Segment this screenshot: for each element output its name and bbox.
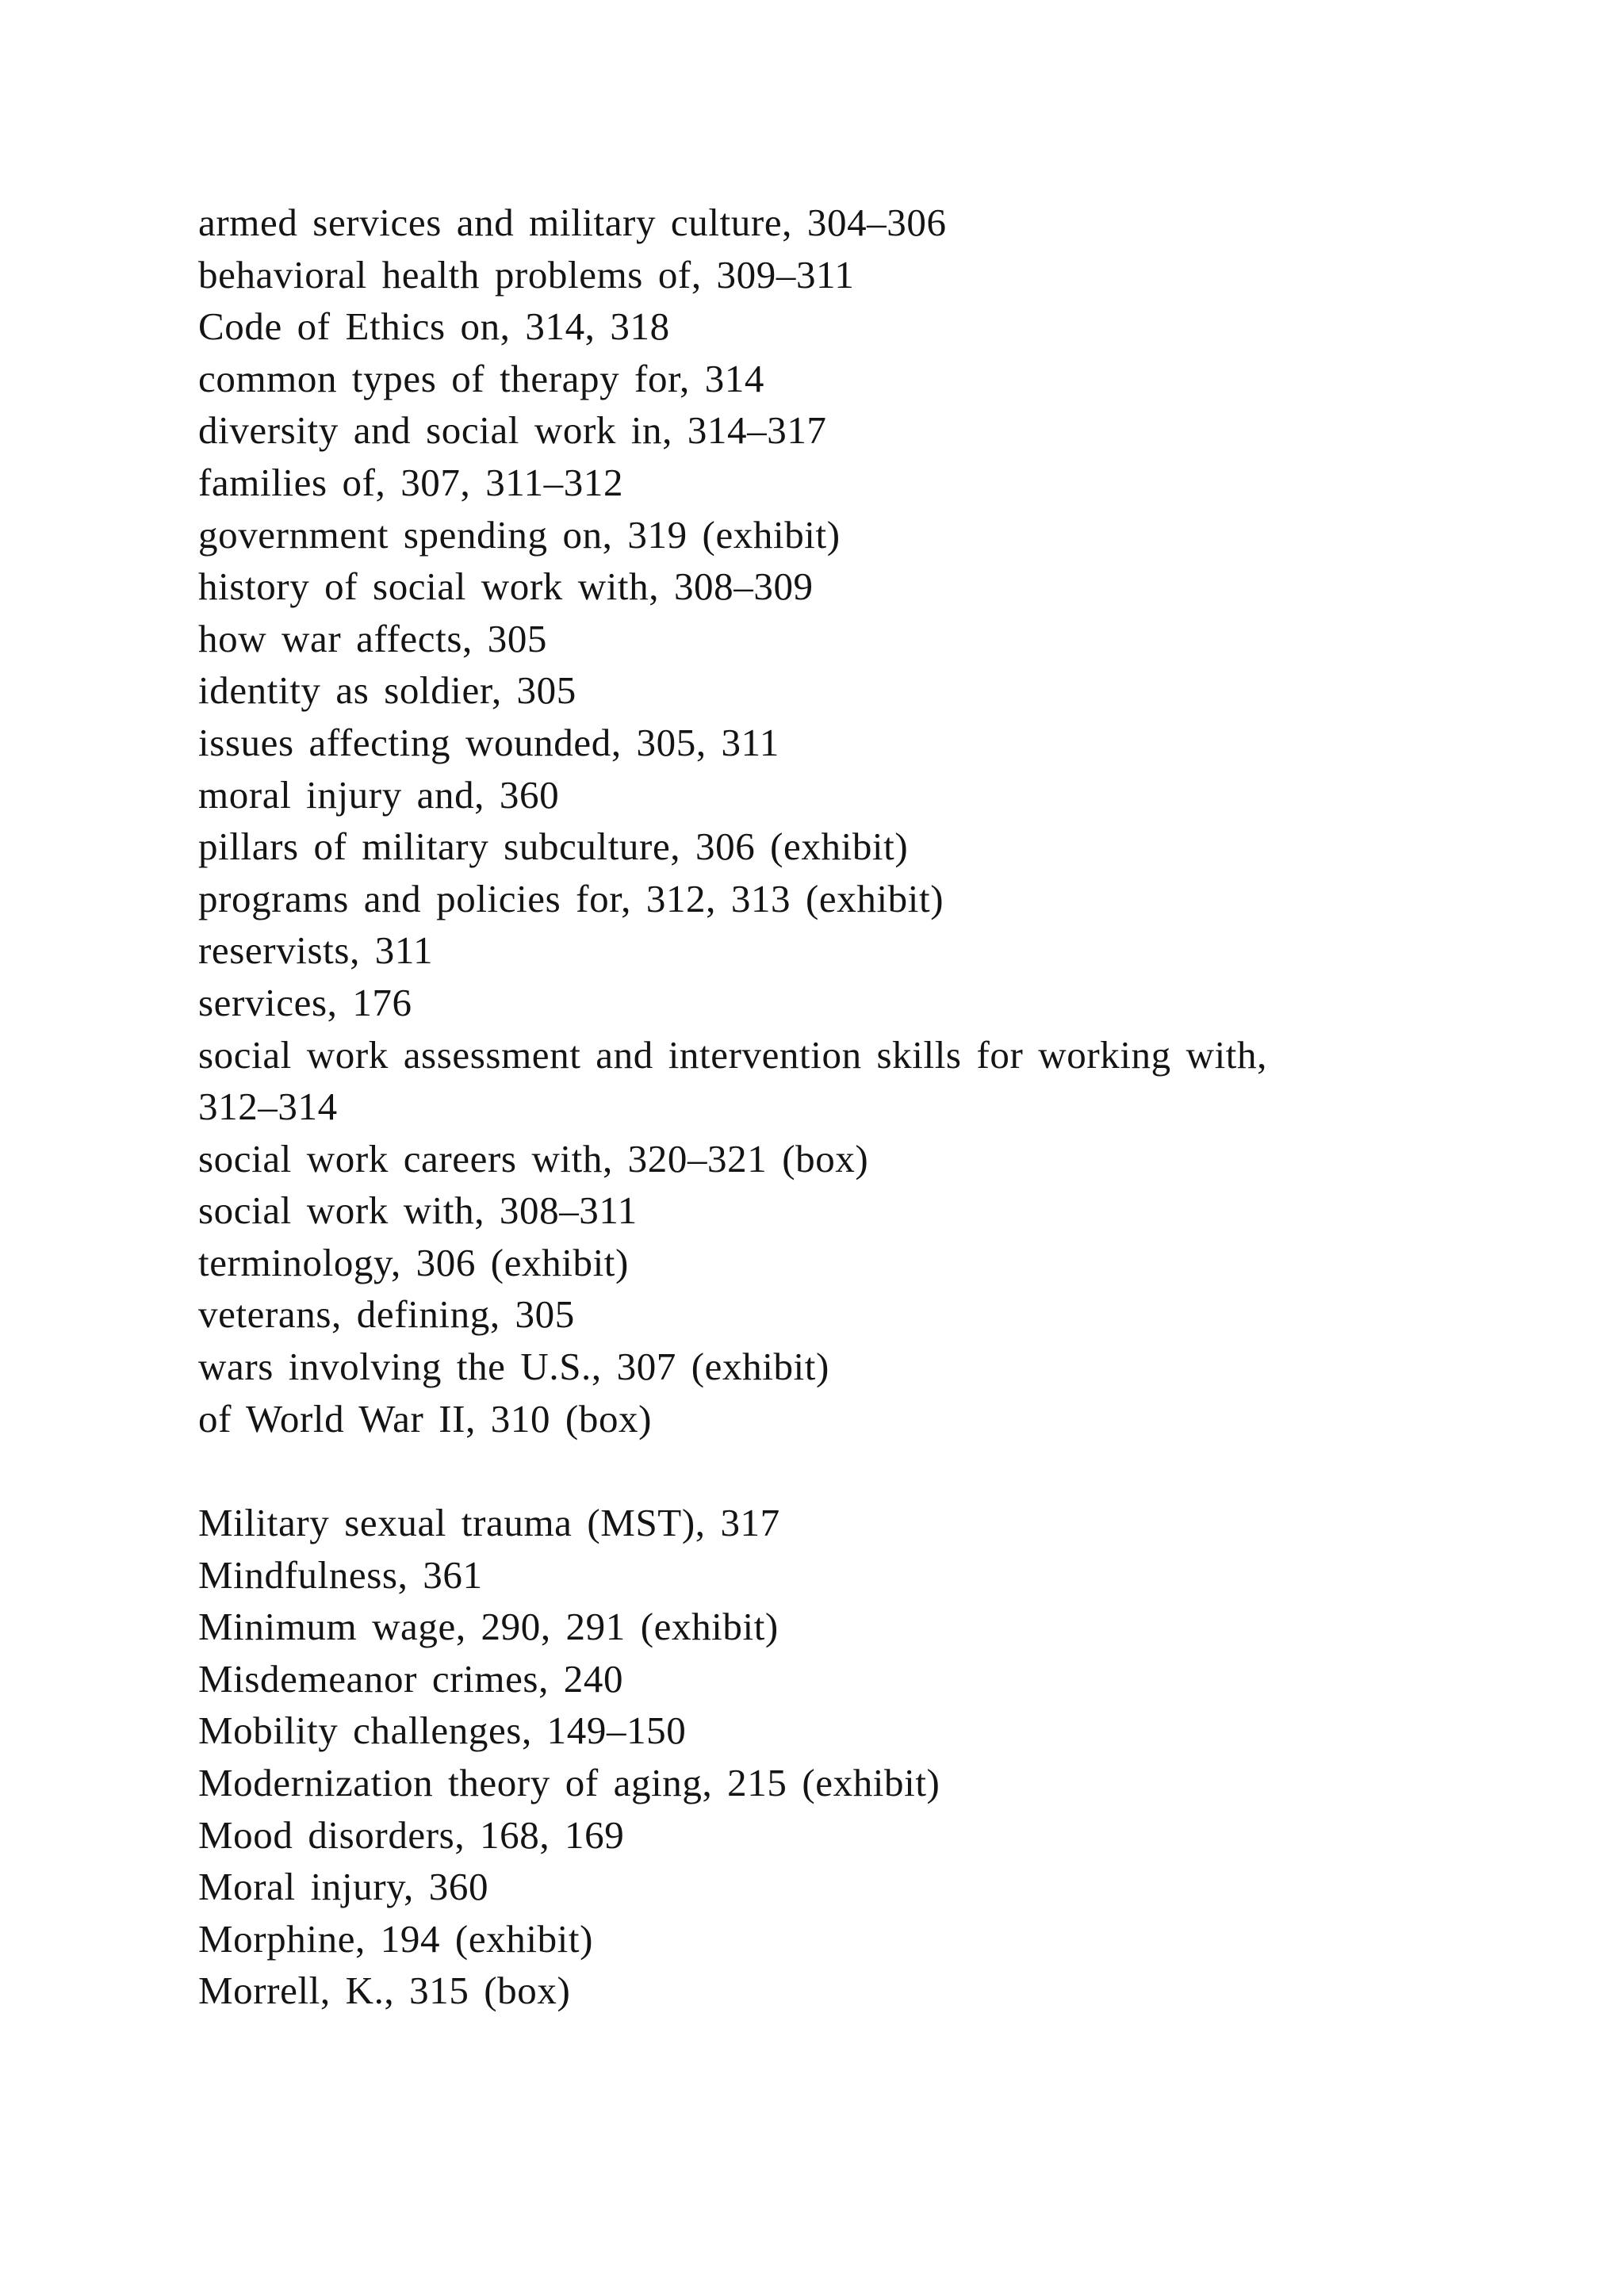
index-entry: Morphine, 194 (exhibit)	[198, 1916, 594, 1961]
index-entry: social work assessment and intervention skills for working with,	[198, 1032, 1267, 1077]
index-entry: issues affecting wounded, 305, 311	[198, 720, 780, 764]
index-entry: armed services and military culture, 304–306	[198, 201, 947, 244]
index-entry: Military sexual trauma (MST), 317	[198, 1501, 780, 1544]
index-entry: reservists, 311	[198, 928, 434, 973]
index-entry: Mindfulness, 361	[198, 1552, 483, 1597]
index-main-entries-block	[198, 1497, 940, 2017]
index-entry: social work with, 308–311	[198, 1188, 638, 1233]
index-entry: families of, 307, 311–312	[198, 460, 624, 504]
index-entry: history of social work with, 308–309	[198, 564, 814, 609]
index-entry: services, 176	[198, 980, 412, 1024]
index-entry: common types of therapy for, 314	[198, 356, 765, 400]
index-subentries-block	[198, 197, 1267, 1445]
index-entry: government spending on, 319 (exhibit)	[198, 512, 841, 557]
index-entry: Code of Ethics on, 314, 318	[198, 304, 670, 349]
index-entry: of World War II, 310 (box)	[198, 1396, 653, 1441]
index-entry: behavioral health problems of, 309–311	[198, 252, 855, 297]
index-entry: Mood disorders, 168, 169	[198, 1812, 625, 1857]
index-entry: pillars of military subculture, 306 (exhibit)	[198, 825, 909, 869]
index-entry: terminology, 306 (exhibit)	[198, 1240, 629, 1284]
index-entry: how war affects, 305	[198, 616, 548, 660]
index-entry: Modernization theory of aging, 215 (exhibit)	[198, 1760, 940, 1804]
index-entry: wars involving the U.S., 307 (exhibit)	[198, 1345, 829, 1389]
index-entry: veterans, defining, 305	[198, 1292, 575, 1337]
index-entry-continuation: 312–314	[198, 1085, 338, 1129]
index-entry: moral injury and, 360	[198, 772, 560, 817]
index-entry: social work careers with, 320–321 (box)	[198, 1136, 869, 1181]
index-entry: Minimum wage, 290, 291 (exhibit)	[198, 1605, 779, 1649]
index-entry: diversity and social work in, 314–317	[198, 408, 827, 453]
index-entry: identity as soldier, 305	[198, 668, 576, 713]
index-entry: Morrell, K., 315 (box)	[198, 1969, 571, 2013]
index-entry: Mobility challenges, 149–150	[198, 1709, 687, 1753]
index-entry: Moral injury, 360	[198, 1865, 489, 1909]
index-entry: programs and policies for, 312, 313 (exhibit)	[198, 876, 944, 920]
index-entry: Misdemeanor crimes, 240	[198, 1656, 624, 1701]
